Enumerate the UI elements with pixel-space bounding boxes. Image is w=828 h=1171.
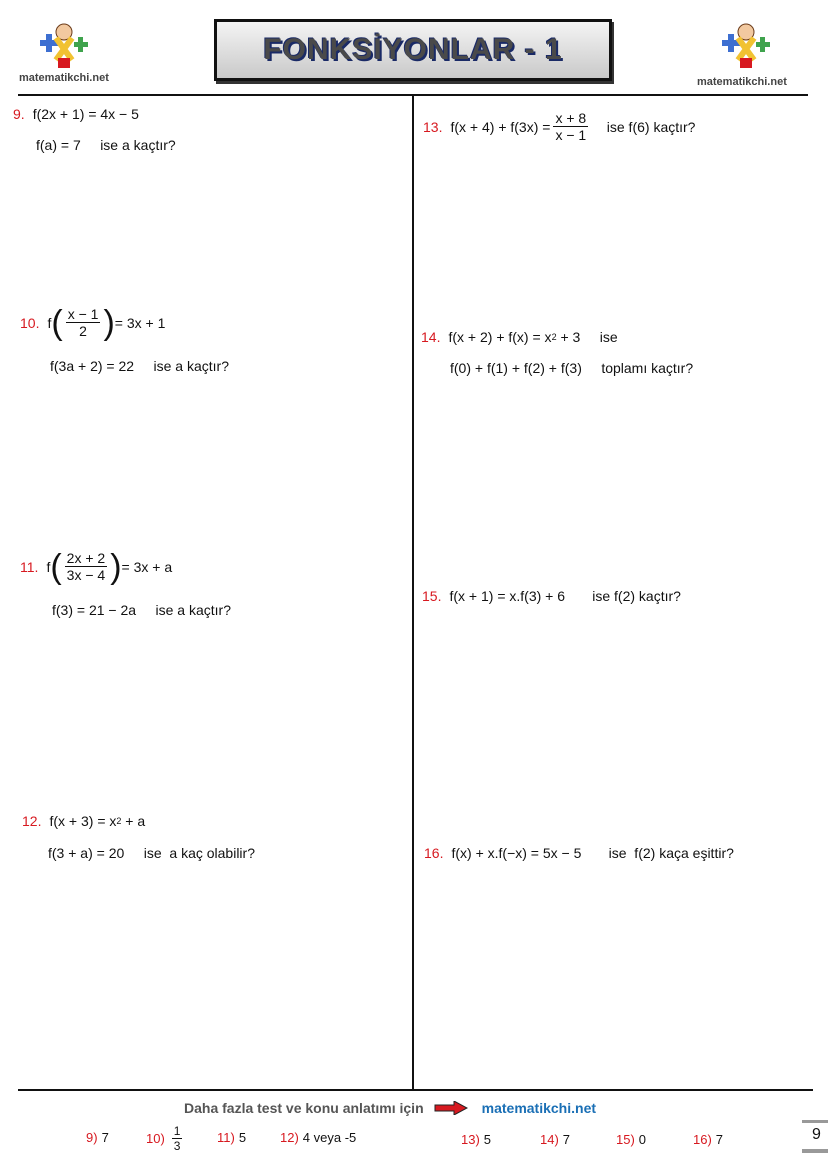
problem-equation: f(2x + 1) = 4x − 5 <box>32 106 139 122</box>
fraction <box>65 550 108 583</box>
problem-equation: f(x + 3) = x <box>49 813 117 829</box>
page-number-bar-bottom <box>802 1149 828 1153</box>
problem-9-question: f(a) = 7 ise a kaçtır? <box>36 137 176 153</box>
answer-key: 14) <box>540 1132 559 1147</box>
answer-16 <box>693 1132 723 1147</box>
problem-number: 15. <box>422 588 442 604</box>
problem-15 <box>422 588 681 604</box>
problem-equation: f(x + 1) = x.f(3) + 6 ise f(2) kaçtır? <box>449 588 681 604</box>
numerator: x − 1 <box>67 306 99 322</box>
paren-left: ( <box>51 303 63 342</box>
numerator: 1 <box>173 1124 181 1138</box>
right-arrow-icon <box>434 1101 468 1115</box>
answer-value: 4 veya -5 <box>302 1130 357 1145</box>
answer-value: 5 <box>238 1130 247 1145</box>
footer-link[interactable]: matematikchi.net <box>481 1100 597 1116</box>
answer-9 <box>86 1130 109 1145</box>
paren-right: ) <box>110 547 122 586</box>
problem-equation: f(x + 4) + f(3x) = <box>450 118 551 135</box>
footer-promo <box>184 1100 596 1116</box>
problem-equation-tail: + 3 ise <box>556 329 618 345</box>
numerator: x + 8 <box>555 110 587 126</box>
answer-key: 15) <box>616 1132 635 1147</box>
problem-question: ise f(6) kaçtır? <box>591 118 696 135</box>
answer-13 <box>461 1132 491 1147</box>
problem-14 <box>421 329 618 345</box>
problem-13 <box>423 110 695 143</box>
footer-text: Daha fazla test ve konu anlatımı için <box>184 1100 424 1116</box>
function-name: f <box>46 558 51 575</box>
problem-16 <box>424 845 734 861</box>
title-banner <box>214 19 612 81</box>
problem-10-question: f(3a + 2) = 22 ise a kaçtır? <box>50 358 229 374</box>
problem-equation-tail: + a <box>121 813 146 829</box>
paren-right: ) <box>103 303 115 342</box>
site-name-left[interactable]: matematikchi.net <box>19 72 109 84</box>
problem-number: 10. <box>20 314 40 331</box>
answer-10 <box>146 1124 185 1153</box>
answer-key: 12) <box>280 1130 299 1145</box>
problem-10 <box>20 303 166 342</box>
problem-rhs: = 3x + 1 <box>114 314 166 331</box>
answer-key: 16) <box>693 1132 712 1147</box>
exponent: 2 <box>116 816 122 826</box>
problem-number: 9. <box>13 106 25 122</box>
answer-value: 0 <box>638 1132 647 1147</box>
denominator: x − 1 <box>555 127 587 143</box>
problem-11 <box>20 547 173 586</box>
function-name: f <box>47 314 52 331</box>
problem-12 <box>22 813 145 829</box>
page-number-bar-top <box>802 1120 828 1123</box>
answer-key: 9) <box>86 1130 98 1145</box>
page-title: FONKSİYONLAR - 1 <box>263 33 563 66</box>
answer-value: 7 <box>101 1130 109 1145</box>
denominator: 2 <box>79 323 87 339</box>
answer-value: 5 <box>483 1132 492 1147</box>
answer-value: 7 <box>562 1132 571 1147</box>
answer-key: 11) <box>217 1130 235 1145</box>
denominator: 3x − 4 <box>66 567 106 583</box>
problem-number: 13. <box>423 118 443 135</box>
problem-number: 16. <box>424 845 444 861</box>
exponent: 2 <box>551 332 557 342</box>
problem-11-question: f(3) = 21 − 2a ise a kaçtır? <box>52 602 231 618</box>
answer-fraction <box>172 1124 183 1153</box>
fraction <box>553 110 588 143</box>
answer-key: 10) <box>146 1131 165 1146</box>
answer-15 <box>616 1132 646 1147</box>
problem-equation: f(x + 2) + f(x) = x <box>448 329 552 345</box>
problem-9 <box>13 106 139 122</box>
problem-number: 11. <box>20 558 39 575</box>
problem-number: 14. <box>421 329 441 345</box>
page-number: 9 <box>812 1126 821 1143</box>
problem-equation: f(x) + x.f(−x) = 5x − 5 ise f(2) kaça eşittir? <box>451 845 734 861</box>
problem-rhs: = 3x + a <box>121 558 173 575</box>
denominator: 3 <box>173 1139 181 1153</box>
answer-11 <box>217 1130 246 1145</box>
site-name-right[interactable]: matematikchi.net <box>697 76 787 88</box>
problem-12-question: f(3 + a) = 20 ise a kaç olabilir? <box>48 845 255 861</box>
paren-left: ( <box>50 547 62 586</box>
answer-12 <box>280 1130 356 1145</box>
problem-14-question: f(0) + f(1) + f(2) + f(3) toplamı kaçtır? <box>450 360 694 376</box>
numerator: 2x + 2 <box>66 550 106 566</box>
footer-divider <box>18 1089 813 1091</box>
answer-value: 7 <box>715 1132 724 1147</box>
mascot-logo-right <box>718 20 774 70</box>
fraction <box>66 306 101 339</box>
problem-number: 12. <box>22 813 42 829</box>
mascot-logo-left <box>36 20 92 70</box>
column-divider <box>412 95 414 1091</box>
answer-14 <box>540 1132 570 1147</box>
answer-key: 13) <box>461 1132 480 1147</box>
